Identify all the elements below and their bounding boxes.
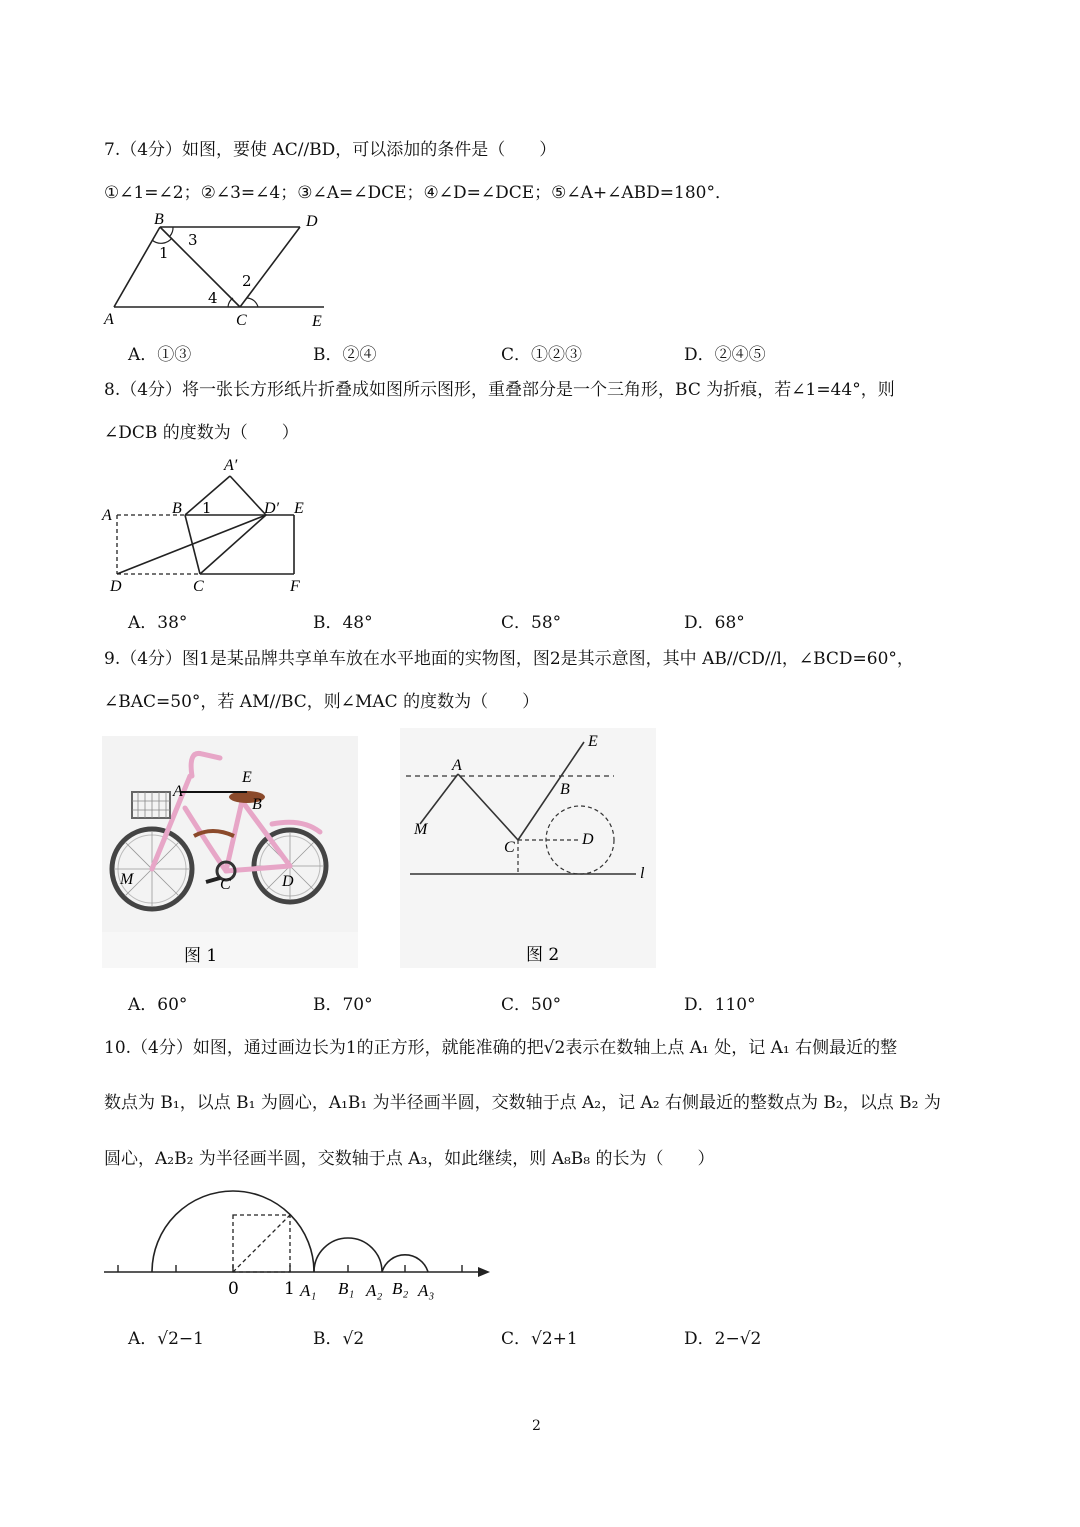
- q8-stem-line1: 8.（4分）将一张长方形纸片折叠成如图所示图形，重叠部分是一个三角形，BC 为折痕，若∠1=44°，则: [104, 380, 895, 400]
- q9-fig2-label-d: D: [582, 831, 594, 848]
- q7-option-b[interactable]: B．②④: [313, 345, 377, 365]
- q7-label-3: 3: [188, 231, 198, 249]
- q8-label-f: F: [290, 578, 300, 595]
- q10-axis-label-b1: B₁: [338, 1279, 355, 1298]
- q8-option-d[interactable]: D．68°: [684, 613, 745, 633]
- q9-fig1-label-m: M: [120, 871, 134, 888]
- q8-option-c[interactable]: C．58°: [501, 613, 562, 633]
- q8-stem-line2: ∠DCB 的度数为（ ）: [104, 423, 299, 443]
- q9-fig2-label-l: l: [640, 865, 645, 882]
- q8-label-b: B: [172, 500, 182, 517]
- q10-axis-label-a3: A₃: [418, 1281, 435, 1300]
- q7-figure: [100, 208, 340, 330]
- q9-fig2-label-b: B: [560, 781, 570, 798]
- q9-stem-line2: ∠BAC=50°，若 AM//BC，则∠MAC 的度数为（ ）: [104, 692, 540, 712]
- q8-figure: [100, 452, 330, 598]
- q7-label-4: 4: [208, 289, 218, 307]
- q9-option-b[interactable]: B．70°: [313, 995, 373, 1015]
- q9-schematic-figure: [400, 728, 656, 968]
- q10-stem-line1: 10.（4分）如图，通过画边长为1的正方形，就能准确的把√2表示在数轴上点 A₁ 处，记 A₁ 右侧最近的整: [104, 1038, 898, 1058]
- q10-axis-label-0: 0: [228, 1279, 239, 1299]
- q7-label-a: A: [104, 311, 114, 328]
- q10-option-a[interactable]: A．√2−1: [128, 1329, 204, 1349]
- q10-number-line-figure: [100, 1186, 500, 1306]
- q10-option-d[interactable]: D．2−√2: [684, 1329, 762, 1349]
- q9-fig1-label-b: B: [252, 796, 262, 813]
- q9-fig2-label-a: A: [452, 757, 462, 774]
- q9-option-d[interactable]: D．110°: [684, 995, 756, 1015]
- q9-fig2-label-e: E: [588, 733, 598, 750]
- q8-label-d-prime: D′: [264, 500, 280, 517]
- q9-fig2-label-m: M: [414, 821, 428, 838]
- q8-label-c: C: [193, 578, 204, 595]
- q10-axis-label-b2: B₂: [392, 1279, 409, 1298]
- q9-fig1-label-d: D: [282, 873, 294, 890]
- q9-fig1-label-a: A: [173, 783, 183, 800]
- q10-axis-label-1: 1: [284, 1279, 295, 1299]
- q10-option-c[interactable]: C．√2+1: [501, 1329, 578, 1349]
- q10-axis-label-a1: A₁: [300, 1281, 317, 1300]
- q9-fig2-label-c: C: [504, 839, 515, 856]
- q8-label-1: 1: [202, 499, 212, 517]
- q9-fig1-caption: 图 1: [184, 946, 218, 966]
- q7-label-d: D: [306, 213, 318, 230]
- q10-option-b[interactable]: B．√2: [313, 1329, 365, 1349]
- q8-option-b[interactable]: B．48°: [313, 613, 373, 633]
- q9-fig2-caption: 图 2: [526, 945, 560, 965]
- q7-label-b: B: [154, 211, 164, 228]
- q8-label-a: A: [102, 507, 112, 524]
- q9-option-a[interactable]: A．60°: [128, 995, 188, 1015]
- q8-label-d: D: [110, 578, 122, 595]
- q7-label-c: C: [236, 312, 247, 329]
- q10-stem-line2: 数点为 B₁，以点 B₁ 为圆心，A₁B₁ 为半径画半圆，交数轴于点 A₂，记 A₂ 右侧最近的整数点为 B₂，以点 B₂ 为: [104, 1093, 941, 1113]
- q8-label-e: E: [294, 500, 304, 517]
- q10-axis-label-a2: A₂: [366, 1281, 383, 1300]
- q9-stem-line1: 9.（4分）图1是某品牌共享单车放在水平地面的实物图，图2是其示意图，其中 AB//CD//l，∠BCD=60°，: [104, 649, 914, 669]
- q7-option-a[interactable]: A．①③: [128, 345, 192, 365]
- q7-conditions: ①∠1=∠2；②∠3=∠4；③∠A=∠DCE；④∠D=∠DCE；⑤∠A+∠ABD=180°．: [104, 183, 732, 203]
- q9-option-c[interactable]: C．50°: [501, 995, 562, 1015]
- q8-option-a[interactable]: A．38°: [128, 613, 188, 633]
- q9-fig1-label-c: C: [220, 876, 231, 893]
- page-number: 2: [532, 1418, 541, 1434]
- q7-label-1: 1: [159, 244, 169, 262]
- q8-label-a-prime: A′: [224, 457, 238, 474]
- q7-option-c[interactable]: C．①②③: [501, 345, 583, 365]
- q9-bicycle-figure: [102, 736, 358, 968]
- q7-option-d[interactable]: D．②④⑤: [684, 345, 766, 365]
- q7-label-e: E: [312, 313, 322, 330]
- q7-label-2: 2: [242, 272, 252, 290]
- q9-fig1-label-e: E: [242, 769, 252, 786]
- q10-stem-line3: 圆心，A₂B₂ 为半径画半圆，交数轴于点 A₃，如此继续，则 A₈B₈ 的长为（ ）: [104, 1149, 715, 1169]
- q7-stem: 7.（4分）如图，要使 AC//BD，可以添加的条件是（ ）: [104, 140, 557, 160]
